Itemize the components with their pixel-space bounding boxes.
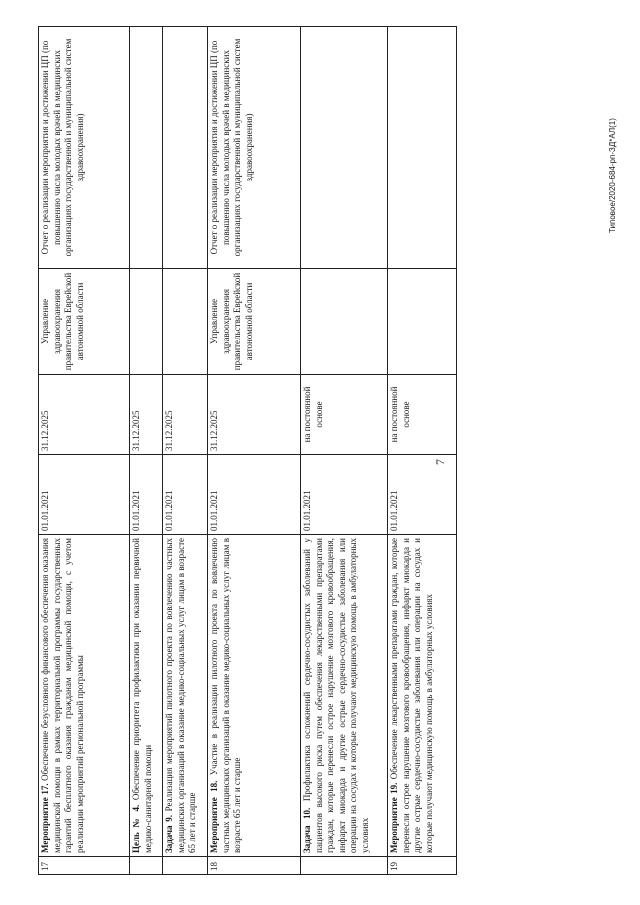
document-code-footer: Типовое/2020-684-рп-ЗД*АЛ(1) — [608, 118, 617, 233]
row-text: Профилактика осложнений сердечно-сосудистых заболеваний у пациентов высокого риска путем обеспечения лекарственными препаратами граждан, которые перенесли острое нарушение мозгового кровообращения, инфаркт миокарда и другие острые сердечно-сосудистые заболевания или операции на сосудах и которые получают медицинскую помощь в амбулаторных условиях — [302, 538, 370, 853]
row-description — [208, 535, 301, 857]
row-number — [301, 857, 388, 875]
end-date: на постоянной основе — [301, 375, 388, 455]
responsible-executor — [163, 269, 208, 375]
row-label: Задача 10. — [302, 807, 312, 853]
page-number: 7 — [433, 459, 447, 465]
expected-result — [163, 27, 208, 269]
responsible-executor — [130, 269, 163, 375]
expected-result — [130, 27, 163, 269]
responsible-executor: Управление здравоохранения правительства Еврейской автономной области — [208, 269, 301, 375]
row-label: Мероприятие 18. — [209, 780, 219, 853]
activities-table — [38, 26, 457, 875]
end-date: 31.12.2025 — [208, 375, 301, 455]
responsible-executor — [301, 269, 388, 375]
row-text: Обеспечение безусловного финансового обеспечения оказания медицинской помощи в рамках территориальной программы государственных гарантий бесплатного оказания гражданам медицинской помощи, с учетом реализации мероприятий региональной программы — [40, 538, 85, 853]
end-date: 31.12.2025 — [163, 375, 208, 455]
row-description — [388, 535, 457, 857]
expected-result — [301, 27, 388, 269]
row-label: Мероприятие 17. — [40, 783, 50, 853]
row-label: Мероприятие 19. — [389, 782, 399, 853]
row-text: Реализация мероприятий пилотного проекта по вовлечению частных медицинских организаций в оказание медико-социальных услуг лицам в возрасте 65 лет и старше — [164, 538, 198, 853]
row-description — [301, 535, 388, 857]
row-number: 18 — [208, 857, 301, 875]
row-label: Задача 9. — [164, 815, 174, 853]
row-number — [130, 857, 163, 875]
table-row — [301, 27, 388, 875]
start-date: 01.01.2021 — [388, 455, 457, 535]
row-text: Обеспечение приоритета профилактики при оказании первичной медико-санитарной помощи — [131, 538, 153, 853]
table-row — [39, 27, 130, 875]
row-number: 17 — [39, 857, 130, 875]
row-text: Обеспечение лекарственными препаратами граждан, которые перенесли острое нарушение мозгового кровообращения, инфаркт миокарда и другие острые сердечно-сосудистые заболевания или операции на сосудах и которые получают медицинскую помощь в амбулаторных условиях — [389, 538, 434, 853]
row-description — [39, 535, 130, 857]
row-number: 19 — [388, 857, 457, 875]
row-description — [163, 535, 208, 857]
row-text: Участие в реализации пилотного проекта по вовлечению частных медицинских организаций в оказание медико-социальных услуг лицам в возрасте 65 лет и старше — [209, 538, 243, 853]
responsible-executor: Управление здравоохранения правительства Еврейской автономной области — [39, 269, 130, 375]
row-label: Цель № 4. — [131, 804, 141, 853]
start-date: 01.01.2021 — [39, 455, 130, 535]
end-date: 31.12.2025 — [39, 375, 130, 455]
expected-result — [388, 27, 457, 269]
row-number — [163, 857, 208, 875]
end-date: 31.12.2025 — [130, 375, 163, 455]
end-date: на постоянной основе — [388, 375, 457, 455]
row-description — [130, 535, 163, 857]
responsible-executor — [388, 269, 457, 375]
start-date: 01.01.2021 — [301, 455, 388, 535]
start-date: 01.01.2021 — [130, 455, 163, 535]
table-row — [388, 27, 457, 875]
expected-result: Отчет о реализации мероприятия и достижении ЦП (по повышению числа молодых врачей в медицинских организациях государственной и муниципальной систем здравоохранения) — [208, 27, 301, 269]
table-row — [208, 27, 301, 875]
start-date: 01.01.2021 — [208, 455, 301, 535]
table-row — [130, 27, 163, 875]
start-date: 01.01.2021 — [163, 455, 208, 535]
table-row — [163, 27, 208, 875]
expected-result: Отчет о реализации мероприятия и достижении ЦП (по повышению числа молодых врачей в медицинских организациях государственной и муниципальной систем здравоохранения) — [39, 27, 130, 269]
